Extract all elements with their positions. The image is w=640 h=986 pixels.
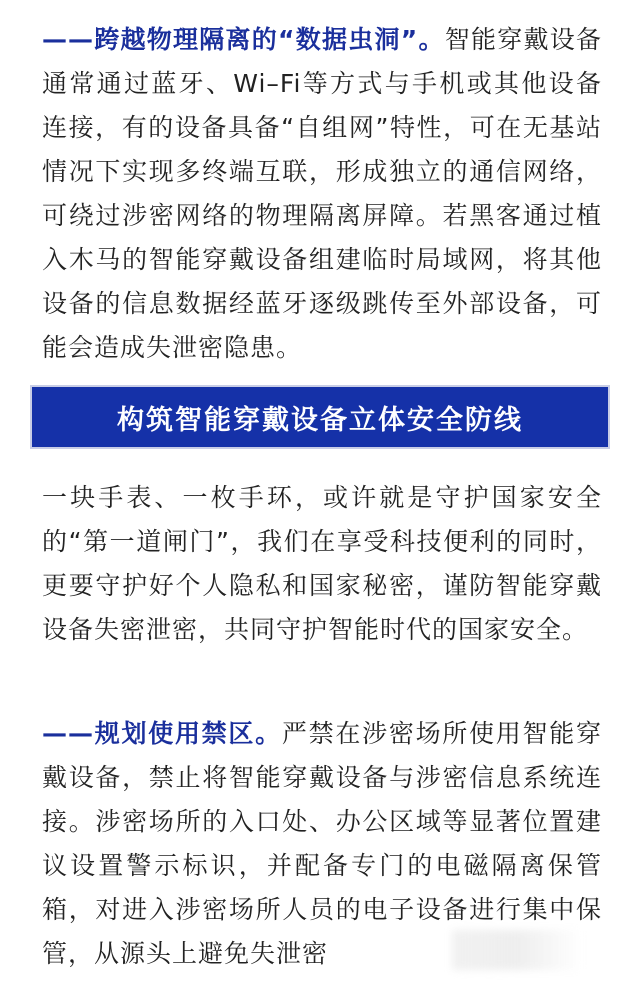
watermark-blur bbox=[452, 930, 582, 970]
section-lead-data-wormhole: ——跨越物理隔离的“数据虫洞”。 bbox=[42, 25, 445, 54]
section-banner bbox=[32, 387, 608, 447]
paragraph-data-wormhole bbox=[42, 18, 602, 370]
section-lead-usage-restricted-zones: ——规划使用禁区。 bbox=[42, 719, 282, 748]
banner-title: 构筑智能穿戴设备立体安全防线 bbox=[117, 404, 523, 436]
paragraph-national-security bbox=[42, 476, 602, 652]
section-body-data-wormhole: 智能穿戴设备通常通过蓝牙、Wi–Fi等方式与手机或其他设备连接，有的设备具备“自组网”特性，可在无基站情况下实现多终端互联，形成独立的通信网络，可绕过涉密网络的物理隔离屏障。若黑客通过植入木马的智能穿戴设备组建临时局域网，将其他设备的信息数据经蓝牙逐级跳传至外部设备，可能会造成失泄密隐患。 bbox=[42, 25, 602, 362]
section-body-usage-restricted-zones: 严禁在涉密场所使用智能穿戴设备，禁止将智能穿戴设备与涉密信息系统连接。涉密场所的入口处、办公区域等显著位置建议设置警示标识，并配备专门的电磁隔离保管箱，对进入涉密场所人员的电子设备进行集中保管，从源头上避免失泄密 bbox=[42, 719, 602, 968]
section-body-national-security: 一块手表、一枚手环，或许就是守护国家安全的“第一道闸门”，我们在享受科技便利的同时，更要守护好个人隐私和国家秘密，谨防智能穿戴设备失密泄密，共同守护智能时代的国家安全。 bbox=[42, 483, 602, 644]
